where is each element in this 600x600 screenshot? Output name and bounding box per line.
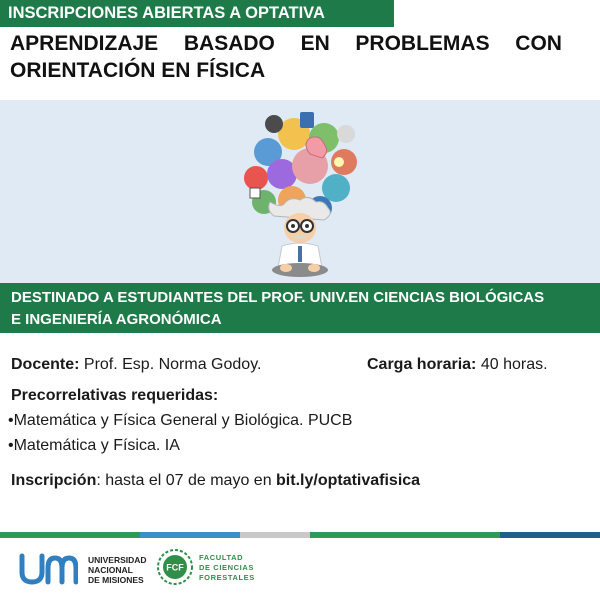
docente-value: Prof. Esp. Norma Godoy. — [79, 356, 262, 373]
inscripcion-info — [11, 472, 420, 490]
inscripcion-link[interactable]: bit.ly/optativafisica — [276, 472, 421, 489]
fcf-line: DE CIENCIAS — [199, 563, 254, 572]
fcf-logo-icon — [156, 548, 194, 586]
title-word: BASADO — [183, 32, 275, 55]
fcf-name — [199, 553, 255, 583]
fcf-line: FACULTAD — [199, 553, 244, 562]
audience-line-1: DESTINADO A ESTUDIANTES DEL PROF. UNIV.EN CIENCIAS BIOLÓGICAS — [11, 289, 545, 306]
unam-line: UNIVERSIDAD — [88, 555, 147, 565]
docente-label: Docente: — [11, 356, 80, 373]
unam-logo-icon — [18, 552, 78, 586]
prerequisites-title: Precorrelativas requeridas: — [11, 387, 219, 404]
unam-name — [88, 555, 147, 585]
inscripcion-label: Inscripción — [11, 472, 97, 489]
title-word: PROBLEMAS — [355, 32, 490, 55]
fcf-logo-text: FCF — [166, 562, 184, 573]
prerequisite-item: •Matemática y Física General y Biológica. PUCB — [8, 412, 353, 429]
footer — [0, 538, 600, 600]
docente-info — [11, 356, 261, 374]
title-word: APRENDIZAJE — [10, 32, 159, 55]
carga-label: Carga horaria: — [367, 356, 477, 373]
audience-line-2: E INGENIERÍA AGRONÓMICA — [11, 311, 222, 328]
title-line-2: ORIENTACIÓN EN FÍSICA — [10, 59, 266, 82]
scientist-with-ideas-illustration — [234, 104, 366, 280]
inscripcion-text: : hasta el 07 de mayo en — [96, 472, 277, 489]
illustration-band — [0, 100, 600, 283]
title-line-1 — [10, 30, 562, 57]
carga-horaria-info — [367, 356, 548, 374]
audience-band — [0, 283, 600, 333]
unam-line: DE MISIONES — [88, 575, 144, 585]
top-banner: INSCRIPCIONES ABIERTAS A OPTATIVA — [0, 0, 394, 27]
unam-line: NACIONAL — [88, 565, 133, 575]
prerequisite-item: •Matemática y Física. IA — [8, 437, 180, 454]
carga-value: 40 horas. — [476, 356, 548, 373]
fcf-line: FORESTALES — [199, 573, 255, 582]
title-word: CON — [515, 32, 562, 55]
page-title — [10, 30, 562, 84]
title-word: EN — [300, 32, 330, 55]
